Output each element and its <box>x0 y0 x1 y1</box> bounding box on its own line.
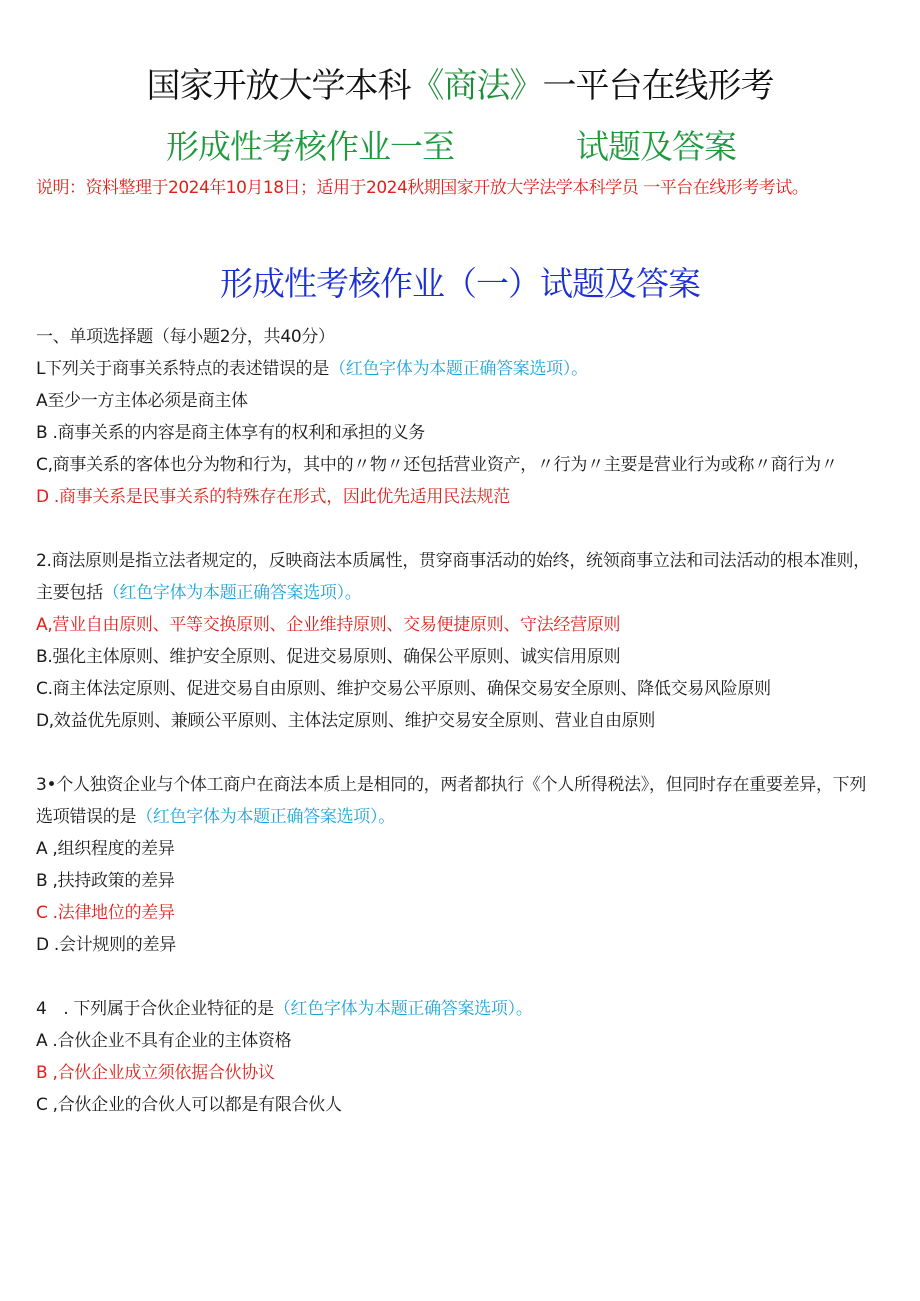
title-suffix: 一平台在线形考 <box>542 66 774 106</box>
question-stem-text: L下列关于商事关系特点的表述错误的是 <box>36 359 330 379</box>
question-stem-1 <box>36 353 882 385</box>
question-body <box>36 321 882 1121</box>
answer-hint: （红色字体为本题正确答案选项）。 <box>136 807 395 827</box>
document-title <box>0 62 920 110</box>
option-3b: B ,扶持政策的差异 <box>36 871 175 891</box>
question-stem-text: 4 . 下列属于合伙企业特征的是 <box>36 999 274 1019</box>
spacer <box>36 513 882 545</box>
subtitle-left: 形成性考核作业一至 <box>166 127 454 166</box>
answer-hint: （红色字体为本题正确答案选项）。 <box>102 583 362 603</box>
option-1d-correct: D .商事关系是民事关系的特殊存在形式，因此优先适用民法规范 <box>36 487 510 507</box>
title-course: 《商法》 <box>410 66 543 106</box>
question-stem-4 <box>36 993 882 1025</box>
option-2b: B.强化主体原则、维护安全原则、促进交易原则、确保公平原则、诚实信用原则 <box>36 647 621 667</box>
section-title: 形成性考核作业（一）试题及答案 <box>220 264 700 303</box>
answer-hint: （红色字体为本题正确答案选项）。 <box>273 999 533 1019</box>
option-3d: D .会计规则的差异 <box>36 935 176 955</box>
option-2c: C.商主体法定原则、促进交易自由原则、维护交易公平原则、确保交易安全原则、降低交易风险原则 <box>36 679 771 699</box>
part-heading: 一、单项选择题（每小题2分，共40分） <box>36 327 335 347</box>
option-4a: A .合伙企业不具有企业的主体资格 <box>36 1031 292 1051</box>
option-1b: B .商事关系的内容是商主体享有的权利和承担的义务 <box>36 423 425 443</box>
option-1c: C,商事关系的客体也分为物和行为，其中的〃物〃还包括营业资产，〃行为〃主要是营业行为或称〃商行为〃 <box>36 455 838 475</box>
question-stem-text: 2.商法原则是指立法者规定的，反映商法本质属性，贯穿商事活动的始终，统领商事立法和司法活动的根本准则，主要包括 <box>36 551 870 603</box>
document-note: 说明：资料整理于2024年10月18日；适用于2024秋期国家开放大学法学本科学员 一平台在线形考考试。 <box>36 178 809 198</box>
spacer <box>36 737 882 769</box>
title-prefix: 国家开放大学本科 <box>146 66 411 106</box>
subtitle-right: 试题及答案 <box>576 127 736 166</box>
option-2d: D,效益优先原则、兼顾公平原则、主体法定原则、维护交易安全原则、营业自由原则 <box>36 711 656 731</box>
option-2a-correct: A,营业自由原则、平等交换原则、企业维持原则、交易便捷原则、守法经营原则 <box>36 615 621 635</box>
option-3a: A ,组织程度的差异 <box>36 839 175 859</box>
option-1a: A至少一方主体必须是商主体 <box>36 391 248 411</box>
option-3c-correct: C .法律地位的差异 <box>36 903 175 923</box>
option-4c: C ,合伙企业的合伙人可以都是有限合伙人 <box>36 1095 342 1115</box>
spacer <box>36 961 882 993</box>
answer-hint: （红色字体为本题正确答案选项）。 <box>329 359 588 379</box>
question-stem-3 <box>36 769 882 833</box>
question-stem-2 <box>36 545 882 609</box>
question-stem-text: 3•个人独资企业与个体工商户在商法本质上是相同的，两者都执行《个人所得税法》，但同时存在重要差异，下列选项错误的是 <box>36 775 867 827</box>
option-4b-correct: B ,合伙企业成立须依据合伙协议 <box>36 1063 275 1083</box>
